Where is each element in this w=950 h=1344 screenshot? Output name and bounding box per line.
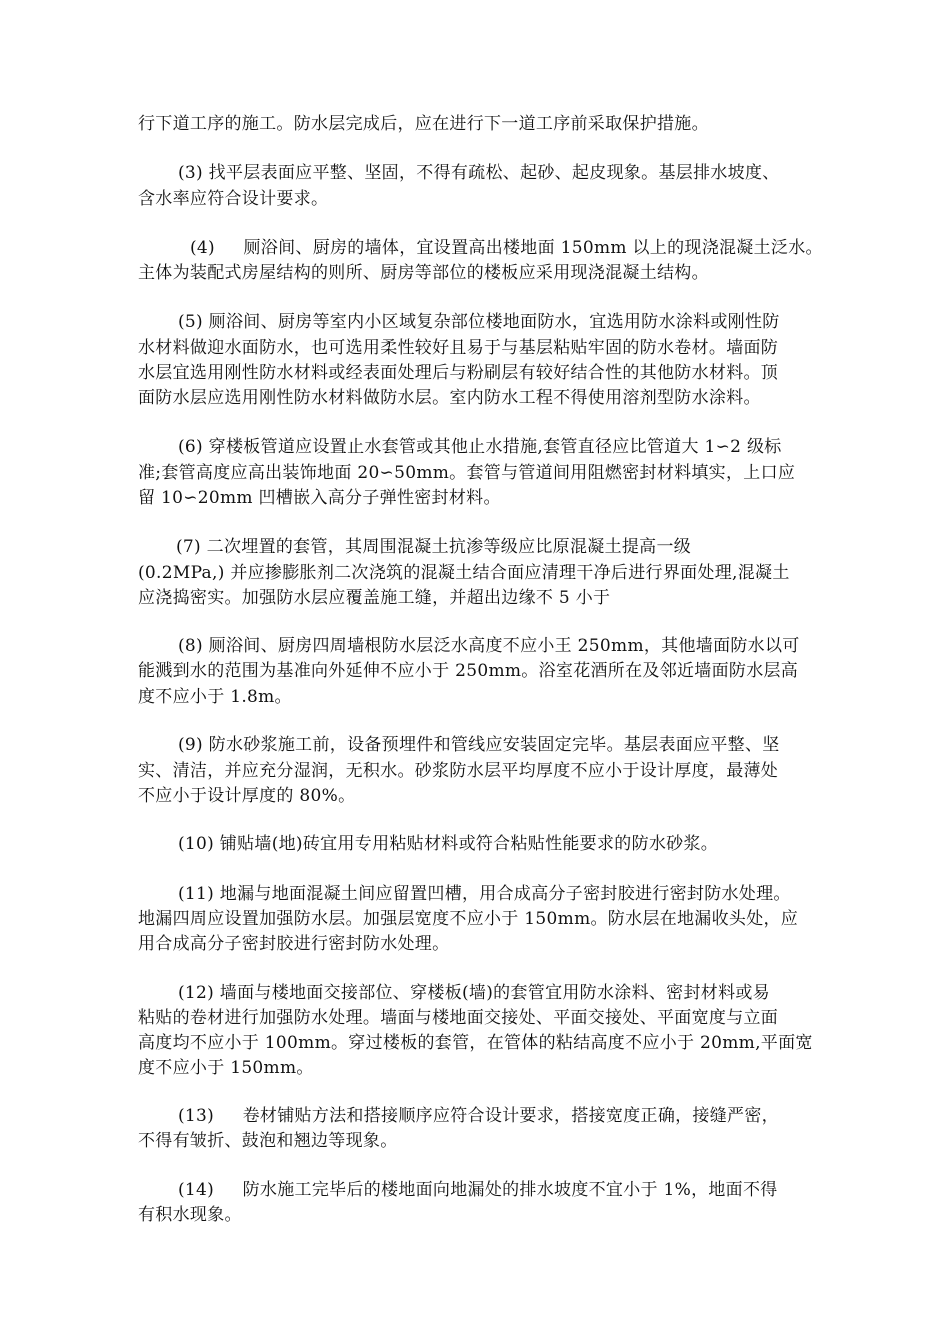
paragraph-4-line-2: 留 10∽20mm 凹槽嵌入高分子弹性密封材料。 (138, 488, 501, 508)
paragraph-1-line-0: (3) 找平层表面应平整、坚固，不得有疏松、起砂、起皮现象。基层排水坡度、 (178, 163, 780, 183)
paragraph-11-line-1: 不得有皱折、鼓泡和翘边等现象。 (138, 1131, 398, 1151)
paragraph-5-line-2: 应浇捣密实。加强防水层应覆盖施工缝，并超出边缘不 5 小于 (138, 588, 611, 608)
paragraph-8-line-0: (10) 铺贴墙(地)砖宜用专用粘贴材料或符合粘贴性能要求的防水砂浆。 (178, 834, 719, 854)
paragraph-12-line-0: (14) 防水施工完毕后的楼地面向地漏处的排水坡度不宜小于 1%，地面不得 (178, 1180, 778, 1200)
paragraph-7-line-1: 实、清洁，并应充分湿润，无积水。砂浆防水层平均厚度不应小于设计厚度，最薄处 (138, 761, 779, 781)
paragraph-9-line-2: 用合成高分子密封胶进行密封防水处理。 (138, 934, 450, 954)
paragraph-7-line-2: 不应小于设计厚度的 80%。 (138, 786, 356, 806)
paragraph-12-line-1: 有积水现象。 (138, 1205, 242, 1225)
paragraph-7-line-0: (9) 防水砂浆施工前，设备预埋件和管线应安装固定完毕。基层表面应平整、坚 (178, 735, 780, 755)
paragraph-6-line-2: 度不应小于 1.8m。 (138, 687, 292, 707)
paragraph-3-line-1: 水材料做迎水面防水，也可选用柔性较好且易于与基层粘贴牢固的防水卷材。墙面防 (138, 338, 779, 358)
paragraph-10-line-2: 高度均不应小于 100mm。穿过楼板的套管，在管体的粘结高度不应小于 20mm,平面宽 (138, 1033, 813, 1053)
paragraph-10-line-1: 粘贴的卷材进行加强防水处理。墙面与楼地面交接处、平面交接处、平面宽度与立面 (138, 1008, 779, 1028)
paragraph-3-line-0: (5) 厕浴间、厨房等室内小区域复杂部位楼地面防水，宜选用防水涂料或刚性防 (178, 312, 780, 332)
paragraph-5-line-0: (7) 二次埋置的套管，其周围混凝土抗渗等级应比原混凝土提高一级 (176, 537, 692, 557)
paragraph-2-line-0: (4) 厕浴间、厨房的墙体，宜设置高出楼地面 150mm 以上的现浇混凝土泛水。 (190, 238, 823, 258)
paragraph-6-line-0: (8) 厕浴间、厨房四周墙根防水层泛水高度不应小王 250mm，其他墙面防水以可 (178, 636, 800, 656)
paragraph-9-line-1: 地漏四周应设置加强防水层。加强层宽度不应小于 150mm。防水层在地漏收头处，应 (138, 909, 799, 929)
paragraph-3-line-2: 水层宜选用刚性防水材料或经表面处理后与粉刷层有较好结合性的其他防水材料。顶 (138, 363, 779, 383)
paragraph-9-line-0: (11) 地漏与地面混凝土间应留置凹槽，用合成高分子密封胶进行密封防水处理。 (178, 884, 791, 904)
paragraph-10-line-3: 度不应小于 150mm。 (138, 1058, 314, 1078)
paragraph-4-line-1: 准;套管高度应高出装饰地面 20∽50mm。套管与管道间用阻燃密封材料填实，上口应 (138, 463, 796, 483)
paragraph-10-line-0: (12) 墙面与楼地面交接部位、穿楼板(墙)的套管宜用防水涂料、密封材料或易 (178, 983, 770, 1003)
paragraph-0-line-0: 行下道工序的施工。防水层完成后，应在进行下一道工序前采取保护措施。 (138, 114, 709, 134)
paragraph-5-line-1: (0.2MPa,) 并应掺膨胀剂二次浇筑的混凝土结合面应清理干净后进行界面处理,混凝土 (138, 563, 790, 583)
paragraph-1-line-1: 含水率应符合设计要求。 (138, 189, 329, 209)
paragraph-6-line-1: 能溅到水的范围为基准向外延伸不应小于 250mm。浴室花酒所在及邻近墙面防水层高 (138, 661, 799, 681)
paragraph-3-line-3: 面防水层应选用刚性防水材料做防水层。室内防水工程不得使用溶剂型防水涂料。 (138, 388, 761, 408)
paragraph-4-line-0: (6) 穿楼板管道应设置止水套管或其他止水措施,套管直径应比管道大 1∽2 级标 (178, 437, 782, 457)
paragraph-11-line-0: (13) 卷材铺贴方法和搭接顺序应符合设计要求，搭接宽度正确，接缝严密， (178, 1106, 779, 1126)
paragraph-2-line-1: 主体为装配式房屋结构的则所、厨房等部位的楼板应采用现浇混凝土结构。 (138, 263, 709, 283)
